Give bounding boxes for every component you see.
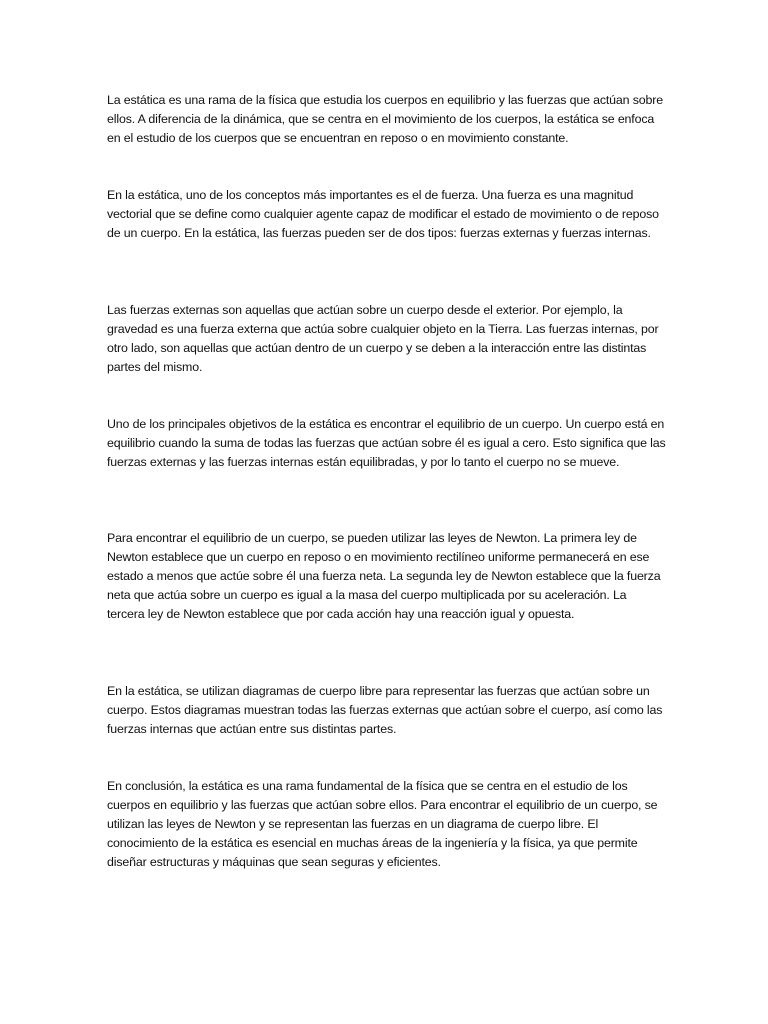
paragraph-6: En la estática, se utilizan diagramas de cuerpo libre para representar las fuerzas que actúan sobre un cuerpo. Estos diagramas muestran todas las fuerzas externas que actúan sobre el cuerpo, así como las fuerzas internas que actúan entre sus distintas partes. — [107, 684, 663, 736]
paragraph-1: La estática es una rama de la física que estudia los cuerpos en equilibrio y las fuerzas que actúan sobre ellos. A diferencia de la dinámica, que se centra en el movimiento de los cuerpos, la estática se enfoca en el estudio de los cuerpos que se encuentran en reposo o en movimiento constante. — [107, 93, 663, 145]
paragraph-3: Las fuerzas externas son aquellas que actúan sobre un cuerpo desde el exterior. Por ejemplo, la gravedad es una fuerza externa que actúa sobre cualquier objeto en la Tierra. Las fuerzas internas, por otro lado, son aquellas que actúan dentro de un cuerpo y se deben a la interacción entre las distintas partes del mismo. — [107, 303, 659, 374]
paragraph-5: Para encontrar el equilibrio de un cuerpo, se pueden utilizar las leyes de Newton. La primera ley de Newton establece que un cuerpo en reposo o en movimiento rectilíneo uniforme permanecerá en ese estado a menos que actúe sobre él una fuerza neta. La segunda ley de Newton establece que la fuerza neta que actúa sobre un cuerpo es igual a la masa del cuerpo multiplicada por su aceleración. La tercera ley de Newton establece que por cada acción hay una reacción igual y opuesta. — [107, 531, 661, 621]
paragraph-4: Uno de los principales objetivos de la estática es encontrar el equilibrio de un cuerpo. Un cuerpo está en equilibrio cuando la suma de todas las fuerzas que actúan sobre él es igual a cero. Esto significa que las fuerzas externas y las fuerzas internas están equilibradas, y por lo tanto el cuerpo no se mueve. — [107, 417, 666, 469]
paragraph-7: En conclusión, la estática es una rama fundamental de la física que se centra en el estudio de los cuerpos en equilibrio y las fuerzas que actúan sobre ellos. Para encontrar el equilibrio de un cuerpo, se utilizan las leyes de Newton y se representan las fuerzas en un diagrama de cuerpo libre. El conocimiento de la estática es esencial en muchas áreas de la ingeniería y la física, ya que permite diseñar estructuras y máquinas que sean seguras y eficientes. — [107, 779, 658, 869]
paragraph-2: En la estática, uno de los conceptos más importantes es el de fuerza. Una fuerza es una magnitud vectorial que se define como cualquier agente capaz de modificar el estado de movimiento o de reposo de un cuerpo. En la estática, las fuerzas pueden ser de dos tipos: fuerzas externas y fuerzas internas. — [107, 188, 659, 240]
